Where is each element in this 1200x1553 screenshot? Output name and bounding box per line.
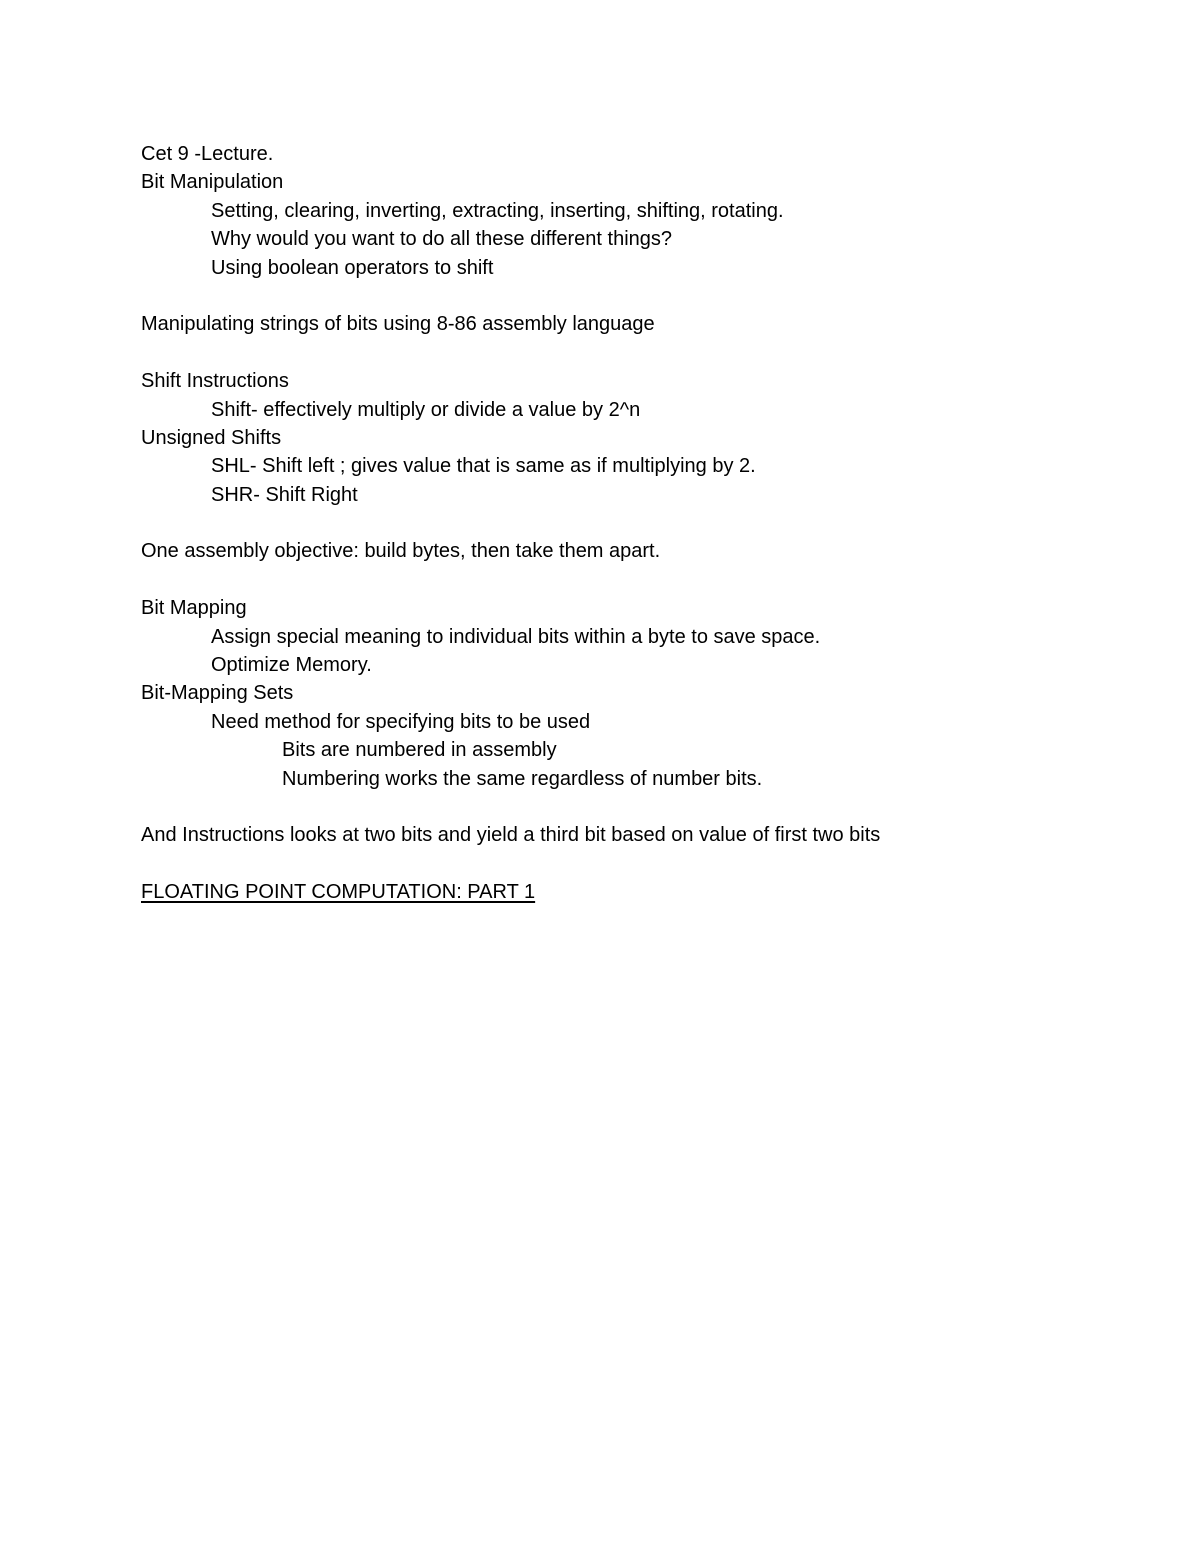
- text-line: Assign special meaning to individual bits within a byte to save space.: [211, 625, 821, 648]
- text-line: And Instructions looks at two bits and yield a third bit based on value of first two bits: [141, 824, 881, 847]
- blank-line: [141, 282, 1141, 310]
- blank-line: [141, 793, 1141, 821]
- text-line: Numbering works the same regardless of number bits.: [282, 767, 763, 790]
- heading-bit-mapping: Bit Mapping: [141, 597, 247, 620]
- text-line: Manipulating strings of bits using 8-86 assembly language: [141, 313, 655, 336]
- lecture-title: Cet 9 -Lecture.: [141, 143, 274, 165]
- text-line: Optimize Memory.: [211, 654, 372, 677]
- text-line: Bits are numbered in assembly: [282, 739, 557, 762]
- heading-bit-mapping-sets: Bit-Mapping Sets: [141, 682, 294, 705]
- text-line: Why would you want to do all these different things?: [211, 228, 673, 251]
- text-line: One assembly objective: build bytes, then take them apart.: [141, 540, 661, 563]
- text-line: Setting, clearing, inverting, extracting, inserting, shifting, rotating.: [211, 199, 784, 222]
- text-line: SHR- Shift Right: [211, 483, 358, 506]
- blank-line: [141, 339, 1141, 367]
- section-heading-floating-point: [141, 878, 1141, 906]
- text-line: Using boolean operators to shift: [211, 256, 494, 279]
- text-line: Shift- effectively multiply or divide a value by 2^n: [211, 398, 641, 421]
- document-body: [141, 140, 1141, 907]
- heading-bit-manipulation: Bit Manipulation: [141, 171, 284, 194]
- blank-line: [141, 850, 1141, 878]
- heading-shift-instructions: Shift Instructions: [141, 370, 289, 393]
- text-line: SHL- Shift left ; gives value that is same as if multiplying by 2.: [211, 455, 756, 478]
- blank-line: [141, 566, 1141, 594]
- text-line: Need method for specifying bits to be used: [211, 710, 591, 733]
- underlined-heading-text: FLOATING POINT COMPUTATION: PART 1: [141, 881, 536, 904]
- blank-line: [141, 509, 1141, 537]
- heading-unsigned-shifts: Unsigned Shifts: [141, 426, 282, 449]
